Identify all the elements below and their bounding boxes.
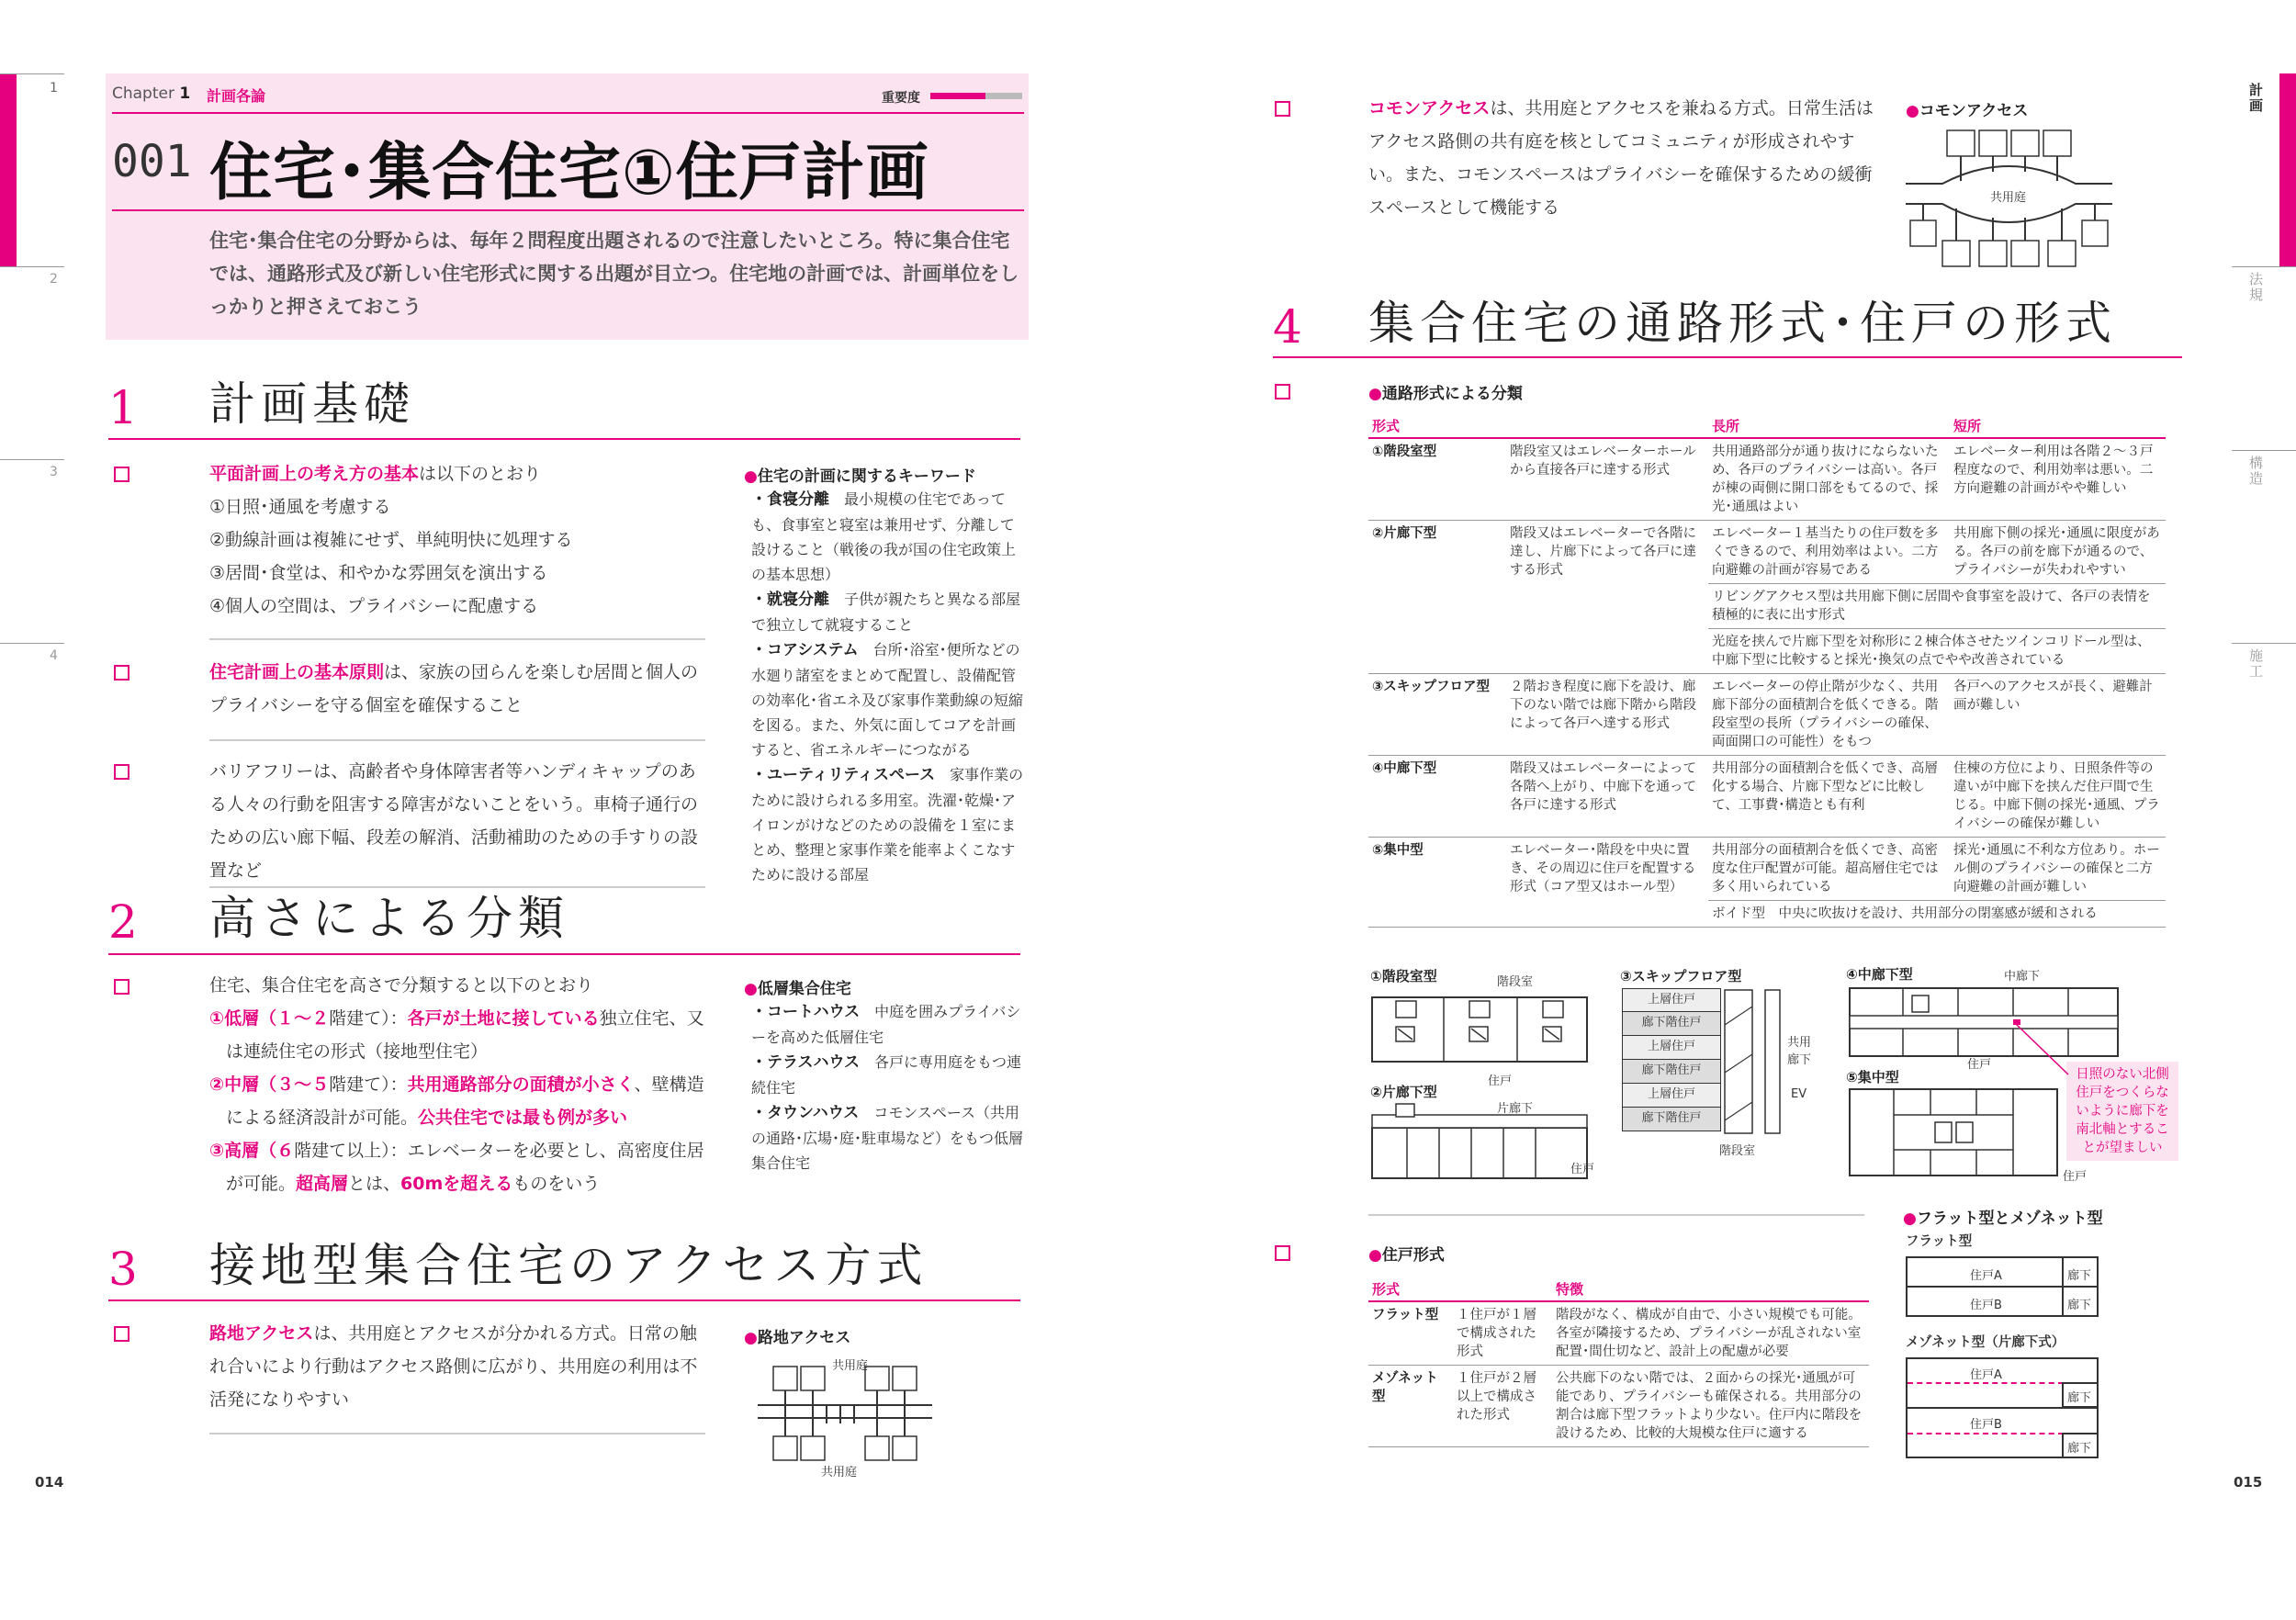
low-rise-item-2: ・テラスハウス 各戸に専用庭をもつ連続住宅	[751, 1053, 1022, 1097]
s1-divider-2	[209, 739, 705, 741]
skip-floor-3: 上層住戸	[1622, 1036, 1721, 1060]
page-number-left: 014	[35, 1474, 64, 1491]
low-rise-item-1: ・コートハウス 中庭を囲みプライバシーを高めた低層住宅	[751, 1003, 1021, 1046]
right-margin-rule-2	[2232, 450, 2296, 451]
skip-floor-4: 廊下階住戸	[1622, 1060, 1721, 1084]
single-corridor-diagram	[1370, 1102, 1591, 1185]
section-2-rule	[108, 953, 1020, 955]
keyword-box-head: ●住宅の計画に関するキーワード	[744, 467, 976, 486]
side-tab-3: 構造	[2247, 456, 2264, 487]
table-row: ④中廊下型 階段又はエレベーターによって各階へ上がり、中廊下を通って各戸に達する形式 共用部分の面積割合を低くでき、高層化する場合、片廊下型などに比較して、工事費･構造とも有利 住棟の方位により、日照条件等の違いが中廊下を挟んだ住戸間で生じる。中廊下側の採光･通風、プライバシーの確保が難しい	[1368, 756, 2166, 838]
keyword-list	[751, 487, 1027, 887]
diagram-4-unit-label: 住戸	[1967, 1058, 1992, 1072]
skip-floor-5: 上層住戸	[1622, 1084, 1721, 1108]
maisonette-type-label: メゾネット型（片廊下式）	[1906, 1335, 2065, 1350]
section-3-rule	[108, 1299, 1020, 1301]
chapter-tab-marker	[0, 73, 17, 266]
right-margin-rule-3	[2232, 643, 2296, 644]
corridor-table-head: ●通路形式による分類	[1368, 385, 1523, 403]
checkbox-r-2[interactable]	[1275, 384, 1290, 399]
chapter-number: 1	[179, 84, 191, 103]
common-diagram-head: ●コモンアクセス	[1906, 102, 2029, 120]
s1-p2-rest: は、家族の団らんを楽しむ居間と個人のプライバシーを守る個室を確保すること	[209, 662, 699, 715]
s1-item-3: ③居間･食堂は、和やかな雰囲気を演出する	[209, 563, 548, 583]
checkbox-r-3[interactable]	[1275, 1245, 1290, 1261]
importance-bar	[930, 93, 1022, 99]
side-tab-4: 施工	[2247, 648, 2264, 680]
s1-p2-highlight: 住宅計画上の基本原則	[209, 662, 385, 682]
diagram-3-title: ③スキップフロア型	[1620, 968, 1742, 984]
roji-label-bottom: 共用庭	[821, 1466, 858, 1479]
importance-bar-fill	[930, 93, 985, 99]
table-row: 光庭を挟んで片廊下型を対称形に２棟合体させたツインコリドール型は、中廊下型に比較すると採光･換気の点でやや改善されている	[1368, 629, 2166, 674]
checkbox-3-1[interactable]	[114, 1326, 129, 1342]
section-1-number: 1	[108, 381, 138, 434]
section-4-number: 4	[1273, 300, 1302, 354]
side-num-3: 3	[50, 465, 58, 479]
s1-item-1: ①日照･通風を考慮する	[209, 497, 391, 517]
skip-floor-1: 上層住戸	[1622, 988, 1721, 1012]
diagram-4-corridor-label: 中廊下	[2004, 970, 2041, 984]
checkbox-1-1[interactable]	[114, 467, 129, 482]
s2-item-3: ③高層（６階建て以上）：エレベーターを必要とし、高密度住居が可能。超高層とは、60mを超えるものをいう	[209, 1141, 704, 1194]
central-core-diagram	[1848, 1087, 2059, 1179]
unit-type-table	[1368, 1278, 1869, 1447]
low-rise-list	[751, 999, 1027, 1176]
flat-maisonette-head: ●フラット型とメゾネット型	[1903, 1209, 2103, 1228]
diagram-2-unit-label: 住戸	[1570, 1163, 1595, 1176]
table-row: リビングアクセス型は共用廊下側に居間や食事室を設けて、各戸の表情を積極的に表に出す形式	[1368, 584, 2166, 629]
diagram-5-unit-label: 住戸	[2063, 1170, 2088, 1184]
lesson-title: 住宅･集合住宅①住戸計画	[209, 137, 929, 209]
diagram-4-title: ④中廊下型	[1846, 966, 1913, 983]
importance-label: 重要度	[882, 91, 920, 106]
s2-item-2: ②中層（３～５階建て）：共用通路部分の面積が小さく、壁構造による経済設計が可能。公共住宅では最も例が多い	[209, 1074, 704, 1128]
common-diagram-label: 共用庭	[1990, 191, 2027, 205]
margin-rule-2	[0, 266, 64, 267]
right-margin-rule-1	[2232, 266, 2296, 267]
chapter-tag: 計画各論	[207, 87, 266, 105]
unit-table-head: ●住戸形式	[1368, 1246, 1445, 1265]
low-rise-box-head: ●低層集合住宅	[744, 980, 851, 998]
section-3-title: 接地型集合住宅のアクセス方式	[209, 1239, 929, 1292]
table-row: ⑤集中型 エレベーター･階段を中央に置き、その周辺に住戸を配置する形式（コア型又はホール型） 共用部分の面積割合を低くでき、高密度な住戸配置が可能。超高層住宅では多く用いられている 採光･通風に不利な方位あり。ホール側のプライバシーの確保と二方向避難の計画が難しい	[1368, 838, 2166, 901]
diagram-2-corridor-label: 片廊下	[1497, 1102, 1534, 1116]
table-row: ①階段室型 階段室又はエレベーターホールから直接各戸に達する形式 共用通路部分が通り抜けにならないため、各戸のプライバシーは高い。各戸が棟の両側に開口部をもてるので、採光･通風はよい エレベーター利用は各階２～３戸程度なので、利用効率は悪い。二方向避難の計画がやや難しい	[1368, 438, 2166, 521]
chapter-label	[112, 84, 190, 103]
s2-intro: 住宅、集合住宅を高さで分類すると以下のとおり	[209, 975, 594, 996]
corridor-type-table	[1368, 415, 2166, 928]
lesson-intro: 住宅･集合住宅の分野からは、毎年２問程度出題されるので注意したいところ。特に集合住宅では、通路形式及び新しい住宅形式に関する出題が目立つ。住宅地の計画では、計画単位をしっかりと押さえておこう	[209, 230, 1019, 318]
common-access-body: コモンアクセスは、共用庭とアクセスを兼ねる方式。日常生活はアクセス路側の共有庭を核としてコミュニティが形成されやすい。また、コモンスペースはプライバシーを確保するための緩衝スペースとして機能する	[1368, 98, 1874, 218]
stair-hall-diagram	[1370, 988, 1591, 1071]
maisonette-stair-b	[1908, 1433, 2064, 1434]
side-tab-active	[2279, 73, 2296, 266]
skip-floor-6: 廊下階住戸	[1622, 1108, 1721, 1131]
diagram-3-corridor-label: 共用廊下	[1787, 1036, 1812, 1067]
table-row: メゾネット型 １住戸が２層以上で構成された形式 公共廊下のない階では、２面からの採光･通風が可能であり、プライバシーも確保される。共用部分の割合は廊下型フラットより少ない。住戸内に階段を設けるため、比較的大規模な住戸に適する	[1368, 1366, 1869, 1447]
roji-label-top: 共用庭	[832, 1359, 869, 1373]
checkbox-1-3[interactable]	[114, 764, 129, 780]
center-corridor-diagram	[1848, 986, 2120, 1060]
maisonette-stair-a	[1908, 1382, 2064, 1384]
section-1-title: 計画基礎	[209, 377, 415, 431]
section-3-number: 3	[108, 1243, 138, 1296]
s3-body: 路地アクセスは、共用庭とアクセスが分かれる方式。日常の触れ合いにより行動はアクセス路側に広がり、共用庭の利用は不活発になりやすい	[209, 1323, 698, 1410]
s1-p2	[209, 656, 710, 722]
flat-corridor-2-label: 廊下	[2067, 1299, 2092, 1312]
s1-p1	[209, 457, 724, 623]
diagram-1-title: ①階段室型	[1370, 968, 1437, 984]
checkbox-2-1[interactable]	[114, 979, 129, 995]
corridor-table-header: 形式 長所 短所	[1368, 415, 2166, 438]
maisonette-unit-b: 住戸B	[1970, 1418, 2002, 1432]
page-number-right: 015	[2234, 1474, 2263, 1491]
keyword-item-4: ・ユーティリティスペース 家事作業のために設けられる多用室。洗濯･乾燥･アイロンがけなどのための設備を１室にまとめ、整理と家事作業を能率よくこなすために設ける部屋	[751, 766, 1024, 883]
s1-item-4: ④個人の空間は、プライバシーに配慮する	[209, 596, 539, 616]
table-row: フラット型 １住戸が１層で構成された形式 階段がなく、構成が自由で、小さい規模でも可能。各室が隣接するため、プライバシーが乱されない室配置･間仕切など、設計上の配慮が必要	[1368, 1301, 1869, 1366]
flat-unit-b: 住戸B	[1970, 1299, 2002, 1312]
diagram-1-stair-label: 階段室	[1497, 975, 1534, 989]
s1-item-2: ②動線計画は複雑にせず、単純明快に処理する	[209, 530, 573, 550]
keyword-item-1: ・食寝分離 最小規模の住宅であっても、食事室と寝室は兼用せず、分離して設けること（戦後の我が国の住宅政策上の基本思想）	[751, 490, 1017, 583]
roji-diagram-head: ●路地アクセス	[744, 1329, 851, 1347]
diagram-1-unit-label: 住戸	[1488, 1074, 1513, 1088]
section-2-number: 2	[108, 895, 138, 949]
side-num-2: 2	[50, 272, 58, 287]
side-num-4: 4	[50, 648, 58, 663]
diagram-3-ev-label: EV	[1791, 1087, 1807, 1101]
checkbox-1-2[interactable]	[114, 665, 129, 681]
diagram-5-title: ⑤集中型	[1846, 1069, 1899, 1086]
section-4-title: 集合住宅の通路形式･住戸の形式	[1368, 297, 2117, 350]
maisonette-corridor-2-label: 廊下	[2067, 1442, 2092, 1456]
checkbox-r-1[interactable]	[1275, 101, 1290, 117]
keyword-item-2: ・就寝分離 子供が親たちと異なる部屋で独立して就寝すること	[751, 591, 1021, 634]
header-rule-top	[112, 112, 1024, 114]
skip-floor-stack	[1622, 988, 1721, 1131]
flat-unit-a: 住戸A	[1970, 1269, 2002, 1283]
flat-corridor-1-label: 廊下	[2067, 1269, 2092, 1283]
skip-floor-2: 廊下階住戸	[1622, 1012, 1721, 1036]
s3-divider	[209, 1433, 705, 1434]
side-tab-2: 法規	[2247, 272, 2264, 303]
header-rule-bottom	[112, 209, 1024, 211]
s1-divider-1	[209, 638, 705, 640]
section-4-rule	[1273, 356, 2182, 358]
table-row: ボイド型 中央に吹抜けを設け、共用部分の閉塞感が緩和される	[1368, 901, 2166, 928]
section-2-title: 高さによる分類	[209, 892, 569, 945]
s1-p3: バリアフリーは、高齢者や身体障害者等ハンディキャップのある人々の行動を阻害する障害がないことをいう。車椅子通行のための広い廊下幅、段差の解消、活動補助のための手すりの設置など	[209, 761, 699, 881]
s1-divider-3	[209, 886, 705, 888]
s2-body	[209, 969, 710, 1200]
diagram-2-title: ②片廊下型	[1370, 1084, 1437, 1100]
table-row: ③スキップフロア型 ２階おき程度に廊下を設け、廊下のない階では廊下階から階段によって各戸へ達する形式 エレベーターの停止階が少なく、共用廊下部分の面積割合を低くできる。階段室型の長所（プライバシーの確保、両面開口の可能性）をもつ 各戸へのアクセスが長く、避難計画が難しい	[1368, 674, 2166, 756]
maisonette-unit-a: 住戸A	[1970, 1368, 2002, 1382]
lesson-number: 001	[112, 136, 192, 187]
unit-table-header: 形式 特徴	[1368, 1278, 1869, 1301]
diagram-3-stair-label: 階段室	[1719, 1144, 1756, 1158]
flat-type-label: フラット型	[1906, 1234, 1973, 1249]
chapter-word: Chapter	[112, 84, 174, 103]
margin-rule-1	[0, 73, 64, 74]
side-num-1: 1	[50, 81, 58, 96]
side-tab-1: 計画	[2247, 83, 2264, 114]
skip-floor-stair-diagram	[1723, 988, 1796, 1135]
s2-item-1: ①低層（１～２階建て）：各戸が土地に接している独立住宅、又は連続住宅の形式（接地型住宅）	[209, 1008, 704, 1062]
table-row: ②片廊下型 階段又はエレベーターで各階に達し、片廊下によって各戸に達する形式 エレベーター１基当たりの住戸数を多くできるので、利用効率はよい。二方向避難の計画が容易である 共用廊下側の採光･通風に限度がある。各戸の前を廊下が通るので、プライバシーが失われやすい	[1368, 521, 2166, 584]
margin-rule-4	[0, 643, 64, 644]
low-rise-item-3: ・タウンハウス コモンスペース（共用の通路･広場･庭･駐車場など）をもつ低層集合住宅	[751, 1104, 1024, 1172]
orientation-note: 日照のない北側住戸をつくらないように廊下を南北軸とすることが望ましい	[2066, 1062, 2178, 1161]
maisonette-corridor-1-label: 廊下	[2067, 1391, 2092, 1405]
margin-rule-3	[0, 459, 64, 460]
keyword-item-3: ・コアシステム 台所･浴室･便所などの水廻り諸室をまとめて配置し、設備配管の効率化･省エネ及び家事作業動線の短縮を図る。また、外気に面してコアを計画すると、省エネルギーにつながる	[751, 641, 1024, 759]
section-1-rule	[108, 438, 1020, 440]
s1-p1-rest: は以下のとおり	[419, 464, 542, 484]
note-arrow	[2011, 1019, 2076, 1084]
s1-p1-highlight: 平面計画上の考え方の基本	[209, 464, 420, 484]
units-divider	[1368, 1214, 1864, 1216]
